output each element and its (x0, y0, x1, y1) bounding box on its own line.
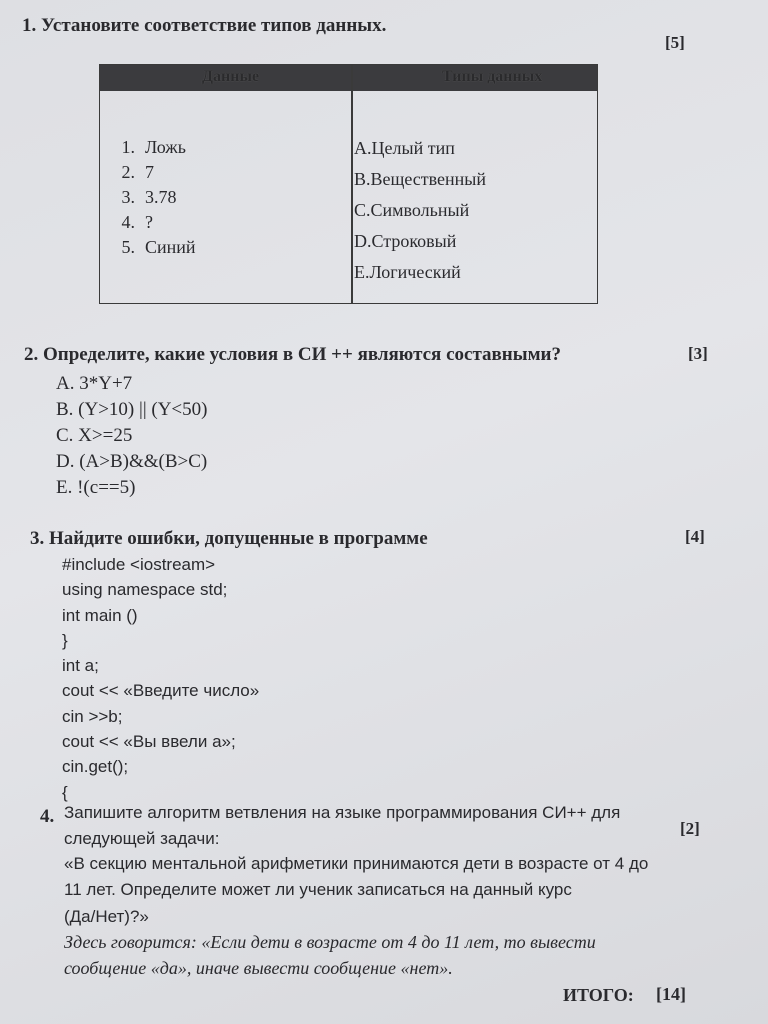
q1-points: [5] (665, 33, 685, 52)
code-line: int a; (62, 656, 99, 676)
table-divider (351, 65, 353, 303)
option-item: A. 3*Y+7 (56, 373, 133, 394)
q4-number: 4. (40, 806, 55, 827)
q2-title: 2. Определите, какие условия в СИ ++ являются составными? (24, 344, 561, 365)
total-label: ИТОГО: (563, 985, 634, 1005)
type-item: D.Строковый (354, 231, 457, 251)
q4-task-line1: «В секцию ментальной арифметики принимаются дети в возрасте от 4 до (64, 854, 649, 873)
q4-task-line2: 11 лет. Определите может ли ученик записаться на данный курс (64, 880, 572, 899)
q2-options (56, 371, 207, 501)
type-item: A.Целый тип (354, 138, 455, 158)
option-item: C. X>=25 (56, 425, 133, 446)
matching-table-header (100, 65, 597, 91)
type-item: B.Вещественный (354, 169, 487, 189)
code-line: cin.get(); (62, 757, 129, 777)
col-header-types: Типы данных (442, 68, 543, 85)
code-line: cin >>b; (62, 706, 123, 726)
list-item: 4. ? (121, 212, 153, 232)
code-line: cout << «Введите число» (62, 681, 260, 701)
q3-code-block (62, 552, 259, 805)
type-item: C.Символьный (354, 200, 470, 220)
list-item: 1. Ложь (121, 137, 186, 157)
code-line: { (62, 782, 68, 802)
matching-table (99, 64, 598, 304)
data-items-list (105, 135, 196, 260)
type-item: E.Логический (354, 262, 461, 282)
col-header-data: Данные (202, 68, 260, 85)
q4-task-line3: (Да/Нет)?» (64, 907, 149, 926)
types-list (354, 133, 486, 288)
code-line: using namespace std; (62, 580, 228, 600)
code-line: int main () (62, 605, 138, 625)
q2-points: [3] (688, 344, 708, 363)
total-value: [14] (656, 984, 686, 1004)
code-line: cout << «Вы ввели a»; (62, 732, 236, 752)
code-line: #include <iostream> (62, 555, 216, 574)
q3-points: [4] (685, 527, 705, 546)
option-item: E. !(c==5) (56, 477, 136, 498)
list-item: 3. 3.78 (121, 187, 177, 207)
q4-hint-line1: Здесь говорится: «Если дети в возрасте от 4 до 11 лет, то вывести (64, 932, 596, 952)
code-line: } (62, 630, 68, 650)
q4-points: [2] (680, 819, 700, 838)
q4-title-line2: следующей задачи: (64, 829, 220, 848)
option-item: D. (A>B)&&(B>C) (56, 451, 208, 472)
q4-title-line1: Запишите алгоритм ветвления на языке программирования СИ++ для (64, 803, 621, 822)
list-item: 5. Синий (121, 237, 196, 257)
q4-hint-line2: сообщение «да», иначе вывести сообщение «нет». (64, 958, 453, 978)
q3-title: 3. Найдите ошибки, допущенные в программе (30, 528, 428, 549)
option-item: B. (Y>10) || (Y<50) (56, 399, 208, 420)
q1-title: 1. Установите соответствие типов данных. (22, 15, 387, 36)
list-item: 2. 7 (121, 162, 154, 182)
